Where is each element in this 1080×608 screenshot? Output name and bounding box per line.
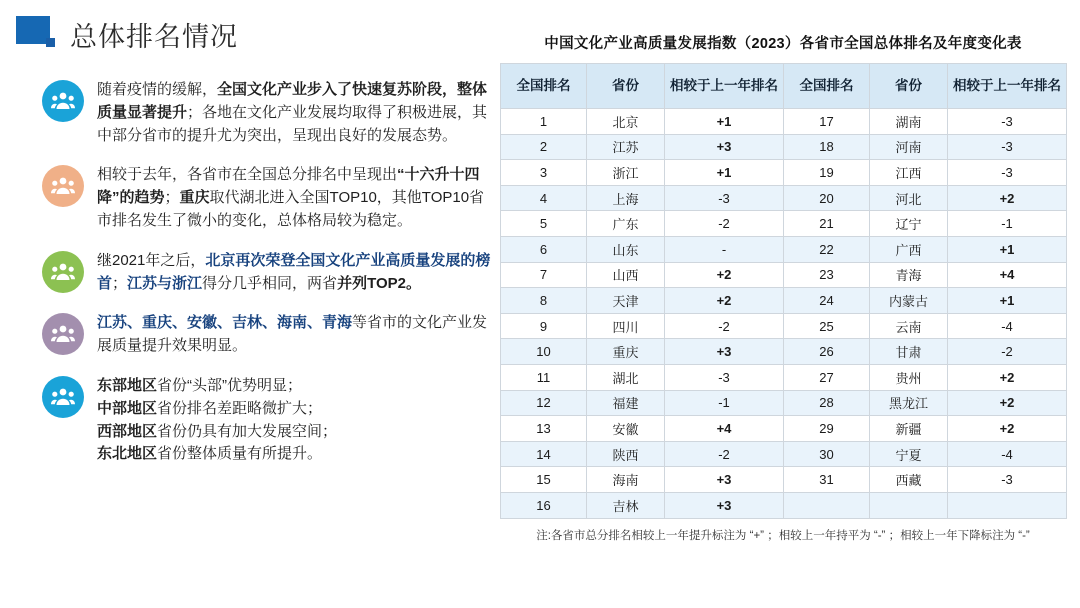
- bullet-item: [42, 163, 492, 232]
- table-row: [501, 211, 1067, 237]
- cell-rank-right: 17: [784, 109, 870, 135]
- cell-province-right: 贵州: [870, 364, 948, 390]
- cell-change-right: -3: [948, 109, 1067, 135]
- cell-province-right: 青海: [870, 262, 948, 288]
- people-icon: [42, 80, 84, 122]
- table-row: [501, 492, 1067, 518]
- table-note: 注:各省市总分排名相较上一年提升标注为 “+” ；相较上一年持平为 “-” ；相较上一年下降标注为 “-”: [536, 529, 1030, 542]
- cell-rank-right: 22: [784, 236, 870, 262]
- cell-province-left: 重庆: [587, 339, 665, 365]
- cell-rank-right: 26: [784, 339, 870, 365]
- cell-change-left: +2: [665, 262, 784, 288]
- cell-province-left: 浙江: [587, 160, 665, 186]
- cell-province-right: 黑龙江: [870, 390, 948, 416]
- cell-change-left: -2: [665, 441, 784, 467]
- table-column-header: 省份: [870, 64, 948, 109]
- table-row: [501, 313, 1067, 339]
- cell-change-left: -2: [665, 313, 784, 339]
- cell-province-left: 安徽: [587, 416, 665, 442]
- table-row: [501, 416, 1067, 442]
- cell-change-left: -: [665, 236, 784, 262]
- page-title: [16, 14, 238, 54]
- cell-province-right: [870, 492, 948, 518]
- ranking-table: [500, 63, 1067, 519]
- cell-rank-right: 28: [784, 390, 870, 416]
- table-column-header: 全国排名: [784, 64, 870, 109]
- cell-province-left: 山东: [587, 236, 665, 262]
- cell-province-right: 新疆: [870, 416, 948, 442]
- cell-province-right: 湖南: [870, 109, 948, 135]
- people-icon: [42, 376, 84, 418]
- cell-change-right: +1: [948, 288, 1067, 314]
- cell-rank-left: 2: [501, 134, 587, 160]
- table-row: [501, 390, 1067, 416]
- table-column-header: 相较于上一年排名: [948, 64, 1067, 109]
- cell-change-left: +3: [665, 492, 784, 518]
- cell-rank-right: 20: [784, 185, 870, 211]
- table-panel: [500, 32, 1066, 543]
- table-row: [501, 134, 1067, 160]
- page-title-text: 总体排名情况: [70, 21, 238, 52]
- cell-change-right: -4: [948, 313, 1067, 339]
- cell-rank-right: 27: [784, 364, 870, 390]
- cell-change-left: +3: [665, 467, 784, 493]
- cell-province-right: 宁夏: [870, 441, 948, 467]
- cell-province-left: 山西: [587, 262, 665, 288]
- cell-rank-right: 31: [784, 467, 870, 493]
- cell-change-left: -3: [665, 364, 784, 390]
- cell-change-right: +2: [948, 185, 1067, 211]
- people-icon: [42, 251, 84, 293]
- bullet-text: 江苏、重庆、安徽、吉林、海南、青海等省市的文化产业发展质量提升效果明显。: [97, 314, 488, 355]
- bullet-text: 东部地区省份“头部”优势明显； 中部地区省份排名差距略微扩大； 西部地区省份仍具有加大发展空间； 东北地区省份整体质量有所提升。: [97, 376, 338, 463]
- bullet-item: [42, 249, 492, 296]
- cell-rank-left: 11: [501, 364, 587, 390]
- table-row: [501, 109, 1067, 135]
- table-header-row: [501, 64, 1067, 109]
- cell-province-left: 天津: [587, 288, 665, 314]
- cell-change-right: -2: [948, 339, 1067, 365]
- cell-province-right: 西藏: [870, 467, 948, 493]
- table-row: [501, 185, 1067, 211]
- cell-rank-right: 19: [784, 160, 870, 186]
- cell-rank-left: 9: [501, 313, 587, 339]
- cell-rank-right: 21: [784, 211, 870, 237]
- table-row: [501, 441, 1067, 467]
- cell-change-right: -3: [948, 160, 1067, 186]
- cell-rank-right: 25: [784, 313, 870, 339]
- cell-rank-left: 4: [501, 185, 587, 211]
- table-column-header: 省份: [587, 64, 665, 109]
- cell-change-right: -4: [948, 441, 1067, 467]
- cell-change-left: +4: [665, 416, 784, 442]
- bullet-item: [42, 78, 492, 147]
- cell-province-left: 吉林: [587, 492, 665, 518]
- bullet-item: [42, 374, 492, 466]
- cell-change-right: +2: [948, 416, 1067, 442]
- cell-change-left: +2: [665, 288, 784, 314]
- table-row: [501, 467, 1067, 493]
- people-icon: [42, 313, 84, 355]
- table-row: [501, 339, 1067, 365]
- cell-rank-right: 30: [784, 441, 870, 467]
- cell-rank-right: 29: [784, 416, 870, 442]
- cell-rank-left: 15: [501, 467, 587, 493]
- cell-rank-left: 16: [501, 492, 587, 518]
- table-title: 中国文化产业高质量发展指数（2023）各省市全国总体排名及年度变化表: [544, 36, 1022, 52]
- cell-change-right: [948, 492, 1067, 518]
- cell-rank-left: 14: [501, 441, 587, 467]
- cell-rank-left: 1: [501, 109, 587, 135]
- cell-change-left: -1: [665, 390, 784, 416]
- cell-rank-left: 6: [501, 236, 587, 262]
- cell-change-left: +1: [665, 109, 784, 135]
- bullet-text: 继2021年之后，北京再次荣登全国文化产业高质量发展的榜首；江苏与浙江得分几乎相同，两省并列TOP2。: [97, 251, 491, 292]
- cell-change-left: -3: [665, 185, 784, 211]
- cell-province-right: 江西: [870, 160, 948, 186]
- bullet-text: 随着疫情的缓解，全国文化产业步入了快速复苏阶段，整体质量显著提升；各地在文化产业发展均取得了积极进展，其中部分省市的提升尤为突出，呈现出良好的发展态势。: [97, 81, 488, 144]
- cell-rank-left: 7: [501, 262, 587, 288]
- cell-change-right: +4: [948, 262, 1067, 288]
- cell-rank-left: 12: [501, 390, 587, 416]
- cell-rank-left: 3: [501, 160, 587, 186]
- cell-province-right: 云南: [870, 313, 948, 339]
- table-row: [501, 288, 1067, 314]
- people-icon: [42, 165, 84, 207]
- bullet-list: [42, 78, 492, 482]
- cell-change-right: +2: [948, 390, 1067, 416]
- cell-change-right: -1: [948, 211, 1067, 237]
- cell-province-right: 辽宁: [870, 211, 948, 237]
- cell-rank-right: 24: [784, 288, 870, 314]
- cell-province-left: 广东: [587, 211, 665, 237]
- table-row: [501, 160, 1067, 186]
- table-row: [501, 236, 1067, 262]
- table-row: [501, 364, 1067, 390]
- bullet-item: [42, 311, 492, 358]
- cell-province-right: 河南: [870, 134, 948, 160]
- bullet-text: 相较于去年，各省市在全国总分排名中呈现出“十六升十四降”的趋势；重庆取代湖北进入全国TOP10，其他TOP10省市排名发生了微小的变化，总体格局较为稳定。: [97, 166, 485, 229]
- cell-rank-left: 5: [501, 211, 587, 237]
- cell-change-right: -3: [948, 467, 1067, 493]
- cell-rank-left: 10: [501, 339, 587, 365]
- title-decor-icon: [16, 14, 56, 54]
- cell-province-left: 海南: [587, 467, 665, 493]
- cell-province-left: 四川: [587, 313, 665, 339]
- table-body: [501, 109, 1067, 519]
- table-row: [501, 262, 1067, 288]
- cell-province-left: 福建: [587, 390, 665, 416]
- cell-rank-left: 13: [501, 416, 587, 442]
- cell-rank-left: 8: [501, 288, 587, 314]
- table-column-header: 相较于上一年排名: [665, 64, 784, 109]
- cell-rank-right: 18: [784, 134, 870, 160]
- cell-rank-right: [784, 492, 870, 518]
- cell-province-left: 湖北: [587, 364, 665, 390]
- cell-change-left: +3: [665, 339, 784, 365]
- cell-change-left: +3: [665, 134, 784, 160]
- cell-change-right: +1: [948, 236, 1067, 262]
- cell-change-left: -2: [665, 211, 784, 237]
- cell-change-left: +1: [665, 160, 784, 186]
- cell-province-left: 江苏: [587, 134, 665, 160]
- cell-province-right: 广西: [870, 236, 948, 262]
- cell-change-right: +2: [948, 364, 1067, 390]
- cell-province-left: 陕西: [587, 441, 665, 467]
- cell-change-right: -3: [948, 134, 1067, 160]
- cell-province-right: 甘肃: [870, 339, 948, 365]
- table-column-header: 全国排名: [501, 64, 587, 109]
- cell-province-left: 北京: [587, 109, 665, 135]
- cell-rank-right: 23: [784, 262, 870, 288]
- cell-province-right: 河北: [870, 185, 948, 211]
- cell-province-left: 上海: [587, 185, 665, 211]
- cell-province-right: 内蒙古: [870, 288, 948, 314]
